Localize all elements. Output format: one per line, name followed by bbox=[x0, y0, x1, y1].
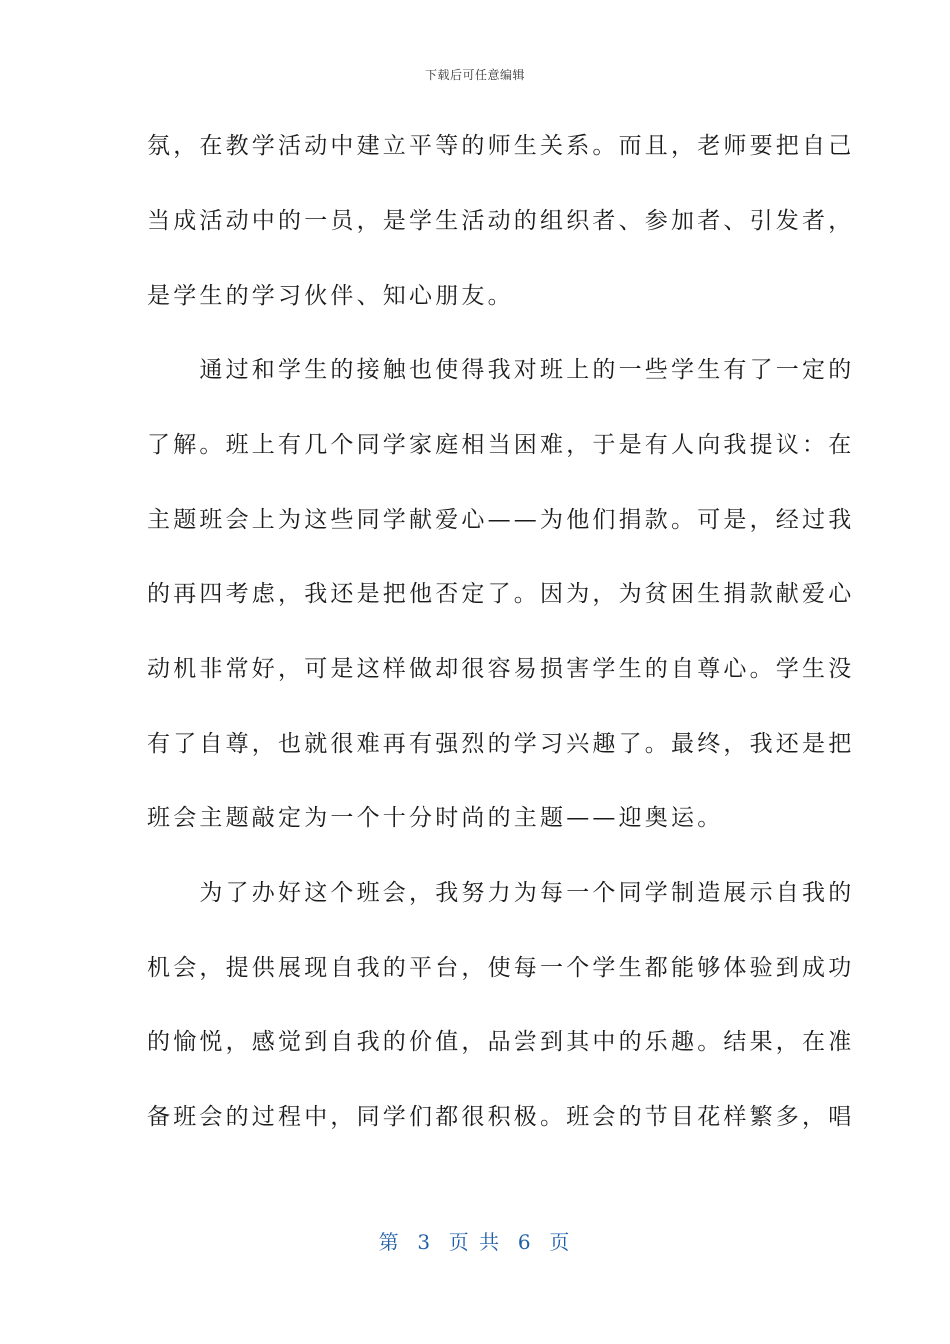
text-line: 班会主题敲定为一个十分时尚的主题——迎奥运。 bbox=[147, 805, 724, 831]
page-number-footer: 第 3 页 共 6 页 bbox=[378, 1230, 572, 1254]
text-line: 是学生的学习伙伴、知心朋友。 bbox=[147, 283, 514, 309]
text-line: 当成活动中的一员，是学生活动的组织者、参加者、引发者， bbox=[147, 208, 855, 234]
text-line: 主题班会上为这些同学献爱心——为他们捐款。可是，经过我 bbox=[147, 507, 855, 533]
text-line: 机会，提供展现自我的平台，使每一个学生都能够体验到成功 bbox=[147, 955, 855, 981]
text-line: 了解。班上有几个同学家庭相当困难，于是有人向我提议：在 bbox=[147, 432, 855, 458]
text-line: 通过和学生的接触也使得我对班上的一些学生有了一定的 bbox=[147, 357, 855, 383]
text-line: 备班会的过程中，同学们都很积极。班会的节目花样繁多，唱 bbox=[147, 1104, 855, 1130]
text-line: 为了办好这个班会，我努力为每一个同学制造展示自我的 bbox=[147, 880, 855, 906]
text-line: 的愉悦，感觉到自我的价值，品尝到其中的乐趣。结果，在准 bbox=[147, 1029, 855, 1055]
text-line: 的再四考虑，我还是把他否定了。因为，为贫困生捐款献爱心 bbox=[147, 581, 855, 607]
text-line: 有了自尊，也就很难再有强烈的学习兴趣了。最终，我还是把 bbox=[147, 731, 855, 757]
page-header: 下载后可任意编辑 bbox=[424, 68, 525, 82]
text-line: 氛，在教学活动中建立平等的师生关系。而且，老师要把自己 bbox=[147, 133, 855, 159]
text-line: 动机非常好，可是这样做却很容易损害学生的自尊心。学生没 bbox=[147, 656, 855, 682]
